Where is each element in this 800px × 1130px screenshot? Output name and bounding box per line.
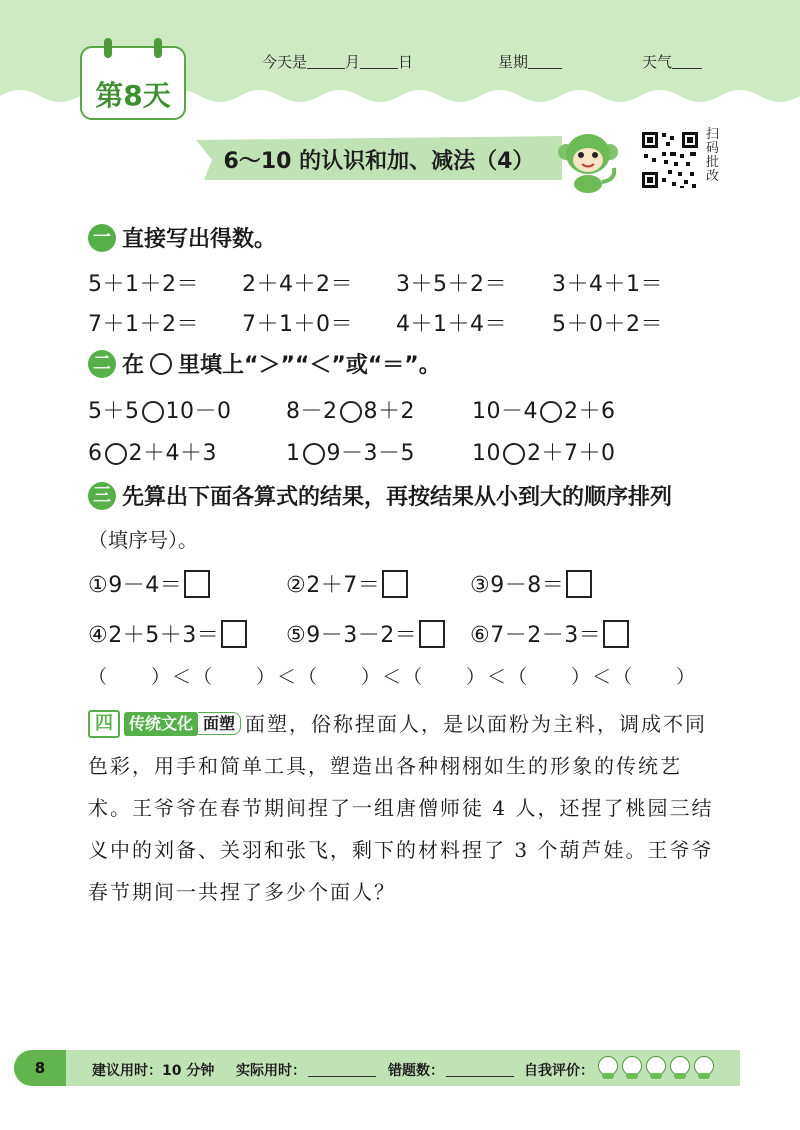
smiley-face-icon[interactable] [622, 1056, 642, 1076]
lesson-title: 6～10 的认识和加、减法（4） [223, 149, 535, 174]
s1-r1-c4: 3＋4＋1＝ [552, 272, 663, 297]
compare-circle[interactable] [105, 443, 127, 465]
s3-item-4: ④2＋5＋3＝ [88, 618, 247, 649]
compare-circle[interactable] [503, 443, 525, 465]
error-count-field[interactable]: 错题数： [388, 1060, 514, 1080]
suggested-time: 建议用时：10 分钟 [92, 1063, 215, 1079]
section-3-heading [88, 480, 672, 511]
answer-box[interactable] [382, 570, 408, 598]
section-4-text: 面塑，俗称捏面人，是以面粉为主料，调成不同色彩，用手和简单工具，塑造出各种栩栩如生的形象的传统艺术。王爷爷在春节期间捏了一组唐僧师徒 4 人，还捏了桃园三结义中的刘备、关羽和张飞，剩下的材料捏了 3 个葫芦娃。王爷爷春节期间一共捏了多少个面人？ [88, 712, 714, 904]
monkey-mascot-icon [552, 122, 624, 194]
section-1-heading [88, 222, 276, 253]
s2-r1-c3: 10－4 2＋6 [472, 399, 616, 424]
day-badge [80, 38, 186, 120]
smiley-face-icon[interactable] [694, 1056, 714, 1076]
s2-r2-c3: 10 2＋7＋0 [472, 441, 616, 466]
s3-item-3: ③9－8＝ [470, 568, 592, 599]
section-3-title: 先算出下面各算式的结果，再按结果从小到大的顺序排列 [122, 485, 673, 510]
s2-r1-c1: 5＋5 10－0 [88, 399, 232, 424]
date-prefix: 今天是 [262, 53, 308, 71]
section-3-title-2: （填序号）。 [88, 528, 198, 552]
self-eval-faces[interactable] [598, 1056, 718, 1080]
day-of-month-label: 日 [398, 53, 414, 71]
smiley-face-icon[interactable] [646, 1056, 666, 1076]
s2-r2-c1: 6 2＋4＋3 [88, 441, 217, 466]
s1-r2-c1: 7＋1＋2＝ [88, 312, 199, 337]
s1-r2-c3: 4＋1＋4＝ [396, 312, 507, 337]
circle-symbol [150, 353, 172, 375]
self-eval-label: 自我评价： [524, 1063, 594, 1079]
section-1-badge: 一 [88, 224, 116, 252]
section-2-title-after: 里填上“＞”“＜”或“＝”。 [178, 353, 441, 378]
s1-r2-c2: 7＋1＋0＝ [242, 312, 353, 337]
date-field[interactable] [262, 51, 413, 72]
compare-circle[interactable] [340, 401, 362, 423]
smiley-face-icon[interactable] [670, 1056, 690, 1076]
s3-item-6: ⑥7－2－3＝ [470, 618, 629, 649]
lesson-title-bar [196, 136, 562, 180]
section-4-badge: 四 [88, 710, 120, 738]
compare-circle[interactable] [142, 401, 164, 423]
answer-box[interactable] [221, 620, 247, 648]
answer-box[interactable] [566, 570, 592, 598]
section-2-heading [88, 348, 441, 379]
order-answer-row[interactable]: （ ）＜（ ）＜（ ）＜（ ）＜（ ）＜（ ） [88, 666, 698, 688]
s1-r1-c3: 3＋5＋2＝ [396, 272, 507, 297]
section-2-title-before: 在 [122, 353, 145, 378]
qr-label: 扫码批改 [706, 127, 720, 184]
s1-r1-c1: 5＋1＋2＝ [88, 272, 199, 297]
section-1-title: 直接写出得数。 [122, 227, 277, 252]
s1-r1-c2: 2＋4＋2＝ [242, 272, 353, 297]
section-2-badge: 二 [88, 350, 116, 378]
s3-item-1: ①9－4＝ [88, 568, 210, 599]
weather-label: 天气 [642, 53, 673, 71]
culture-tag: 传统文化 [124, 712, 198, 736]
compare-circle[interactable] [303, 443, 325, 465]
month-label: 月 [345, 53, 361, 71]
s1-r2-c4: 5＋0＋2＝ [552, 312, 663, 337]
page-number: 8 [14, 1050, 66, 1086]
s3-item-2: ②2＋7＝ [286, 568, 408, 599]
day-label: 第8天 [95, 79, 171, 112]
s2-r1-c2: 8－2 8＋2 [286, 399, 415, 424]
weekday-label: 星期 [498, 53, 529, 71]
s3-item-5: ⑤9－3－2＝ [286, 618, 445, 649]
culture-topic-tag: 面塑 [198, 712, 241, 735]
smiley-face-icon[interactable] [598, 1056, 618, 1076]
weather-field[interactable] [642, 51, 702, 72]
qr-code-icon[interactable] [640, 130, 700, 190]
actual-time-field[interactable]: 实际用时： [236, 1060, 376, 1080]
answer-box[interactable] [419, 620, 445, 648]
section-4-paragraph [88, 703, 718, 913]
s2-r2-c2: 1 9－3－5 [286, 441, 415, 466]
weekday-field[interactable] [498, 51, 562, 72]
section-3-badge: 三 [88, 482, 116, 510]
compare-circle[interactable] [540, 401, 562, 423]
answer-box[interactable] [603, 620, 629, 648]
answer-box[interactable] [184, 570, 210, 598]
